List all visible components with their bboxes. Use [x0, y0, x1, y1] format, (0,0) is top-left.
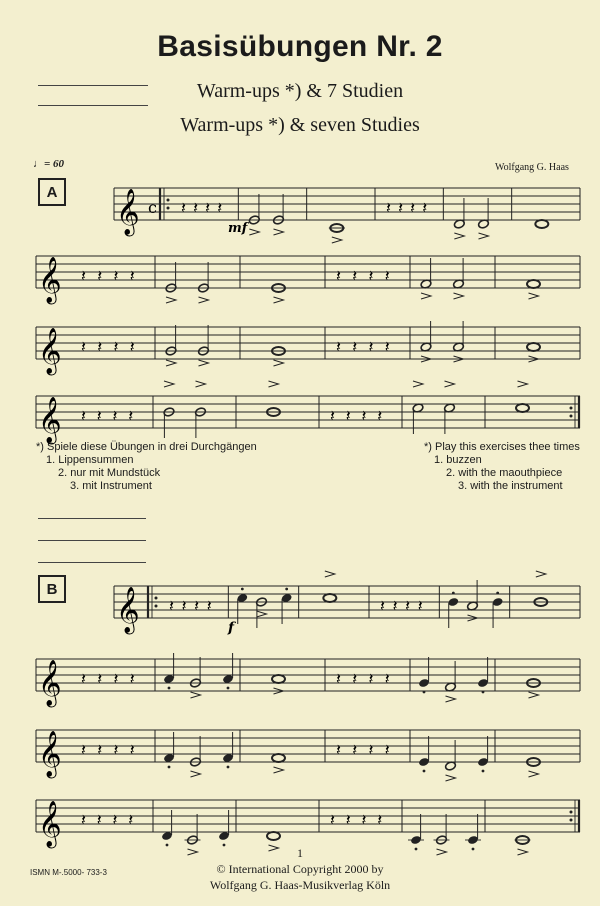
quarter-rest-icon: 𝄽	[368, 669, 374, 688]
accent-mark	[536, 571, 546, 577]
quarter-rest-icon: 𝄽	[217, 198, 223, 217]
footnote-english-item: 1. buzzen	[434, 454, 482, 466]
repeat-dot	[155, 605, 158, 608]
quarter-rest-icon: 𝄽	[386, 198, 391, 217]
quarter-rest-icon: 𝄽	[113, 337, 119, 356]
quarter-rest-icon: 𝄽	[384, 266, 390, 285]
staccato-dot	[227, 687, 230, 690]
accent-mark	[446, 696, 456, 702]
common-time-icon: c	[148, 198, 157, 217]
accent-mark	[191, 692, 201, 698]
quarter-rest-icon: 𝄽	[384, 669, 390, 688]
section-label-a: A	[38, 178, 66, 206]
quarter-rest-icon: 𝄽	[380, 596, 385, 615]
quarter-rest-icon: 𝄽	[113, 740, 119, 759]
dynamic-marking: f	[228, 620, 235, 636]
staccato-dot	[452, 592, 455, 595]
accent-mark	[518, 381, 528, 387]
quarter-rest-icon: 𝄽	[81, 810, 86, 829]
repeat-dot	[570, 819, 573, 822]
staccato-dot	[168, 766, 171, 769]
quarter-rest-icon: 𝄽	[128, 810, 134, 829]
staccato-dot	[285, 588, 288, 591]
subtitle-german: Warm-ups *) & 7 Studien	[196, 80, 404, 102]
footnote-german-item: 2. nur mit Mundstück	[58, 467, 161, 479]
accent-mark	[269, 381, 279, 387]
repeat-dot	[570, 811, 573, 814]
treble-clef-icon: 𝄞	[38, 731, 62, 777]
staccato-dot	[423, 691, 426, 694]
quarter-rest-icon: 𝄽	[129, 266, 135, 285]
quarter-rest-icon: 𝄽	[384, 337, 390, 356]
quarter-rest-icon: 𝄽	[97, 266, 103, 285]
quarter-rest-icon: 𝄽	[384, 740, 390, 759]
whole-note	[516, 404, 529, 412]
quarter-rest-icon: 𝄽	[112, 406, 118, 425]
quarter-rest-icon: 𝄽	[81, 266, 86, 285]
quarter-rest-icon: 𝄽	[81, 406, 86, 425]
quarter-rest-icon: 𝄽	[368, 266, 374, 285]
whole-note	[527, 280, 540, 288]
quarter-rest-icon: 𝄽	[330, 810, 335, 829]
quarter-rest-icon: 𝄽	[81, 740, 86, 759]
whole-note	[535, 220, 548, 228]
quarter-rest-icon: 𝄽	[336, 337, 341, 356]
quarter-rest-icon: 𝄽	[194, 596, 200, 615]
accent-mark	[325, 571, 335, 577]
treble-clef-icon: 𝄞	[116, 189, 140, 235]
footnote-german-heading: *) Spiele diese Übungen in drei Durchgängen	[36, 441, 257, 453]
accent-mark	[249, 229, 259, 235]
accent-mark	[166, 297, 176, 303]
quarter-rest-icon: 𝄽	[81, 337, 86, 356]
repeat-dot	[570, 415, 573, 418]
quarter-rest-icon: 𝄽	[392, 596, 398, 615]
quarter-rest-icon: 𝄽	[96, 810, 102, 829]
composer-name: Wolfgang G. Haas	[495, 162, 569, 173]
page-number: 1	[297, 846, 303, 860]
quarter-rest-icon: 𝄽	[361, 406, 367, 425]
quarter-rest-icon: 𝄽	[129, 337, 135, 356]
staccato-dot	[482, 770, 485, 773]
section-label-b: B	[38, 575, 66, 603]
accent-mark	[166, 360, 176, 366]
footnote-english-heading: *) Play this exercises thee times	[424, 441, 580, 453]
staccato-dot	[496, 592, 499, 595]
quarter-rest-icon: 𝄽	[352, 337, 358, 356]
staccato-dot	[168, 687, 171, 690]
accent-mark	[274, 229, 284, 235]
quarter-rest-icon: 𝄽	[405, 596, 411, 615]
quarter-rest-icon: 𝄽	[368, 740, 374, 759]
quarter-rest-icon: 𝄽	[97, 740, 103, 759]
accent-mark	[529, 692, 539, 698]
accent-mark	[332, 237, 342, 243]
accent-mark	[199, 360, 209, 366]
accent-mark	[479, 233, 489, 239]
accent-mark	[199, 297, 209, 303]
quarter-rest-icon: 𝄽	[330, 406, 335, 425]
quarter-rest-icon: 𝄽	[97, 669, 103, 688]
quarter-rest-icon: 𝄽	[377, 406, 383, 425]
whole-note	[272, 675, 285, 683]
accent-mark	[454, 233, 464, 239]
quarter-rest-icon: 𝄽	[398, 198, 403, 217]
accent-mark	[446, 775, 456, 781]
accent-mark	[421, 293, 431, 299]
treble-clef-icon: 𝄞	[38, 397, 62, 443]
accent-mark	[454, 293, 464, 299]
quarter-rest-icon: 𝄽	[129, 669, 135, 688]
repeat-dot	[570, 407, 573, 410]
quarter-rest-icon: 𝄽	[193, 198, 198, 217]
whole-note	[323, 594, 336, 602]
publisher-name: Wolfgang G. Haas-Musikverlag Köln	[209, 878, 391, 892]
quarter-rest-icon: 𝄽	[97, 337, 103, 356]
staccato-dot	[482, 691, 485, 694]
treble-clef-icon: 𝄞	[38, 801, 62, 847]
accent-mark	[257, 611, 267, 617]
quarter-rest-icon: 𝄽	[169, 596, 174, 615]
quarter-rest-icon: 𝄽	[410, 198, 416, 217]
treble-clef-icon: 𝄞	[38, 328, 62, 374]
accent-mark	[445, 381, 455, 387]
accent-mark	[164, 381, 174, 387]
accent-mark	[274, 767, 284, 773]
quarter-rest-icon: 𝄽	[96, 406, 102, 425]
quarter-rest-icon: 𝄽	[368, 337, 374, 356]
quarter-rest-icon: 𝄽	[336, 740, 341, 759]
subtitle-english: Warm-ups *) & seven Studies	[180, 114, 420, 136]
quarter-rest-icon: 𝄽	[205, 198, 211, 217]
repeat-dot	[167, 207, 170, 210]
whole-note	[527, 343, 540, 351]
quarter-rest-icon: 𝄽	[361, 810, 367, 829]
treble-clef-icon: 𝄞	[116, 587, 140, 633]
accent-mark	[191, 771, 201, 777]
quarter-rest-icon: 𝄽	[113, 669, 119, 688]
accent-mark	[274, 360, 284, 366]
whole-note	[272, 754, 285, 762]
quarter-rest-icon: 𝄽	[352, 740, 358, 759]
quarter-rest-icon: 𝄽	[81, 669, 86, 688]
quarter-rest-icon: 𝄽	[336, 669, 341, 688]
quarter-rest-icon: 𝄽	[336, 266, 341, 285]
staccato-dot	[423, 770, 426, 773]
quarter-rest-icon: 𝄽	[422, 198, 428, 217]
quarter-rest-icon: 𝄽	[129, 740, 135, 759]
quarter-rest-icon: 𝄽	[181, 596, 187, 615]
footnote-english-item: 2. with the maouthpiece	[446, 467, 563, 479]
quarter-rest-icon: 𝄽	[128, 406, 134, 425]
quarter-rest-icon: 𝄽	[113, 266, 119, 285]
footnote-german-item: 1. Lippensummen	[46, 454, 134, 466]
repeat-dot	[155, 597, 158, 600]
quarter-rest-icon: 𝄽	[345, 406, 351, 425]
page-title: Basisübungen Nr. 2	[157, 30, 443, 63]
footnote-german-item: 3. mit Instrument	[70, 480, 152, 492]
treble-clef-icon: 𝄞	[38, 257, 62, 303]
quarter-rest-icon: 𝄽	[345, 810, 351, 829]
tempo-marking: ♩= 60	[33, 158, 65, 170]
accent-mark	[529, 293, 539, 299]
footnote-english-item: 3. with the instrument	[458, 480, 563, 492]
quarter-rest-icon: 𝄽	[352, 669, 358, 688]
quarter-rest-icon: 𝄽	[206, 596, 212, 615]
copyright-notice: © International Copyright 2000 by	[216, 862, 384, 876]
whole-note	[267, 832, 280, 840]
staccato-dot	[241, 588, 244, 591]
quarter-rest-icon: 𝄽	[112, 810, 118, 829]
dynamic-marking: mf	[228, 221, 248, 236]
staccato-dot	[227, 766, 230, 769]
accent-mark	[196, 381, 206, 387]
ismn-code: ISMN M-.5000- 733-3	[30, 868, 107, 877]
accent-mark	[413, 381, 423, 387]
repeat-dot	[167, 199, 170, 202]
quarter-rest-icon: 𝄽	[417, 596, 423, 615]
quarter-rest-icon: 𝄽	[181, 198, 186, 217]
accent-mark	[274, 297, 284, 303]
quarter-rest-icon: 𝄽	[352, 266, 358, 285]
treble-clef-icon: 𝄞	[38, 660, 62, 706]
quarter-rest-icon: 𝄽	[377, 810, 383, 829]
accent-mark	[529, 771, 539, 777]
